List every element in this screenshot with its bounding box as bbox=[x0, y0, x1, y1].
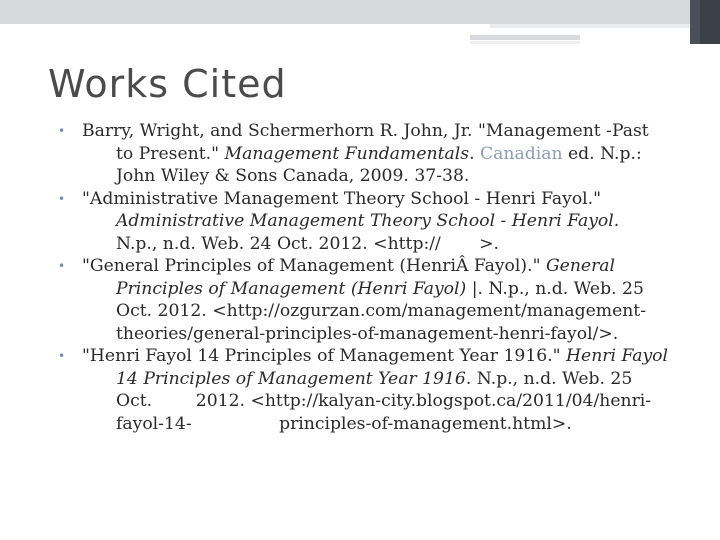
reference-line bbox=[82, 143, 684, 166]
reference-line bbox=[82, 278, 684, 301]
header-band-mid bbox=[0, 0, 690, 24]
reference-title-italic: Administrative Management Theory School - Henri Fayol. bbox=[116, 211, 620, 231]
reference-text: |. N.p., n.d. Web. 25 bbox=[466, 278, 644, 299]
header-corner-block-dark bbox=[700, 0, 720, 44]
reference-text: ed. N.p.: bbox=[562, 143, 642, 164]
reference-item bbox=[58, 188, 684, 256]
reference-text: . bbox=[469, 143, 480, 164]
header-accent-bar bbox=[470, 35, 580, 40]
reference-line: Barry, Wright, and Schermerhorn R. John, Jr. "Management -Past bbox=[82, 121, 649, 141]
reference-link[interactable]: Canadian bbox=[480, 143, 563, 164]
reference-title-italic: Principles of Management (Henri Fayol) bbox=[116, 278, 467, 299]
header-accent-line bbox=[490, 24, 690, 28]
reference-title-italic: 14 Principles of Management Year 1916 bbox=[116, 368, 466, 389]
reference-text: . N.p., n.d. Web. 25 bbox=[465, 368, 633, 389]
reference-item bbox=[58, 120, 684, 188]
reference-text: "General Principles of Management (HenriÂ Fayol)." bbox=[82, 256, 546, 276]
reference-line: N.p., n.d. Web. 24 Oct. 2012. <http:// >. bbox=[116, 233, 499, 254]
reference-title-italic: General bbox=[545, 256, 616, 276]
reference-line: John Wiley & Sons Canada, 2009. 37-38. bbox=[116, 166, 470, 186]
bullet-icon: • bbox=[58, 191, 66, 206]
bullet-icon: • bbox=[58, 259, 66, 273]
reference-text: to Present." bbox=[116, 143, 225, 164]
works-cited-list bbox=[58, 120, 684, 435]
reference-line: Oct. 2012. <http://kalyan-city.blogspot.ca/2011/04/henri- bbox=[116, 391, 652, 411]
reference-text: "Henri Fayol 14 Principles of Management Year 1916." bbox=[82, 346, 567, 366]
reference-line bbox=[82, 345, 684, 368]
reference-item bbox=[58, 345, 684, 435]
reference-title-italic: Henri Fayol bbox=[566, 346, 669, 366]
reference-line bbox=[82, 255, 684, 278]
bullet-icon: • bbox=[58, 349, 66, 363]
bullet-icon: • bbox=[58, 124, 66, 138]
reference-line: theories/general-principles-of-management-henri-fayol/>. bbox=[116, 323, 619, 344]
header-accent-bar-thin bbox=[470, 41, 580, 44]
reference-line: fayol-14- principles-of-management.html>. bbox=[116, 413, 572, 434]
slide-title: Works Cited bbox=[48, 62, 287, 106]
reference-line: Oct. 2012. <http://ozgurzan.com/management/management- bbox=[116, 301, 647, 321]
reference-line: "Administrative Management Theory School - Henri Fayol." bbox=[82, 188, 602, 209]
reference-line bbox=[82, 368, 684, 391]
slide-header-decoration bbox=[0, 0, 720, 40]
reference-title-italic: Management Fundamentals bbox=[224, 143, 470, 164]
reference-item bbox=[58, 255, 684, 345]
